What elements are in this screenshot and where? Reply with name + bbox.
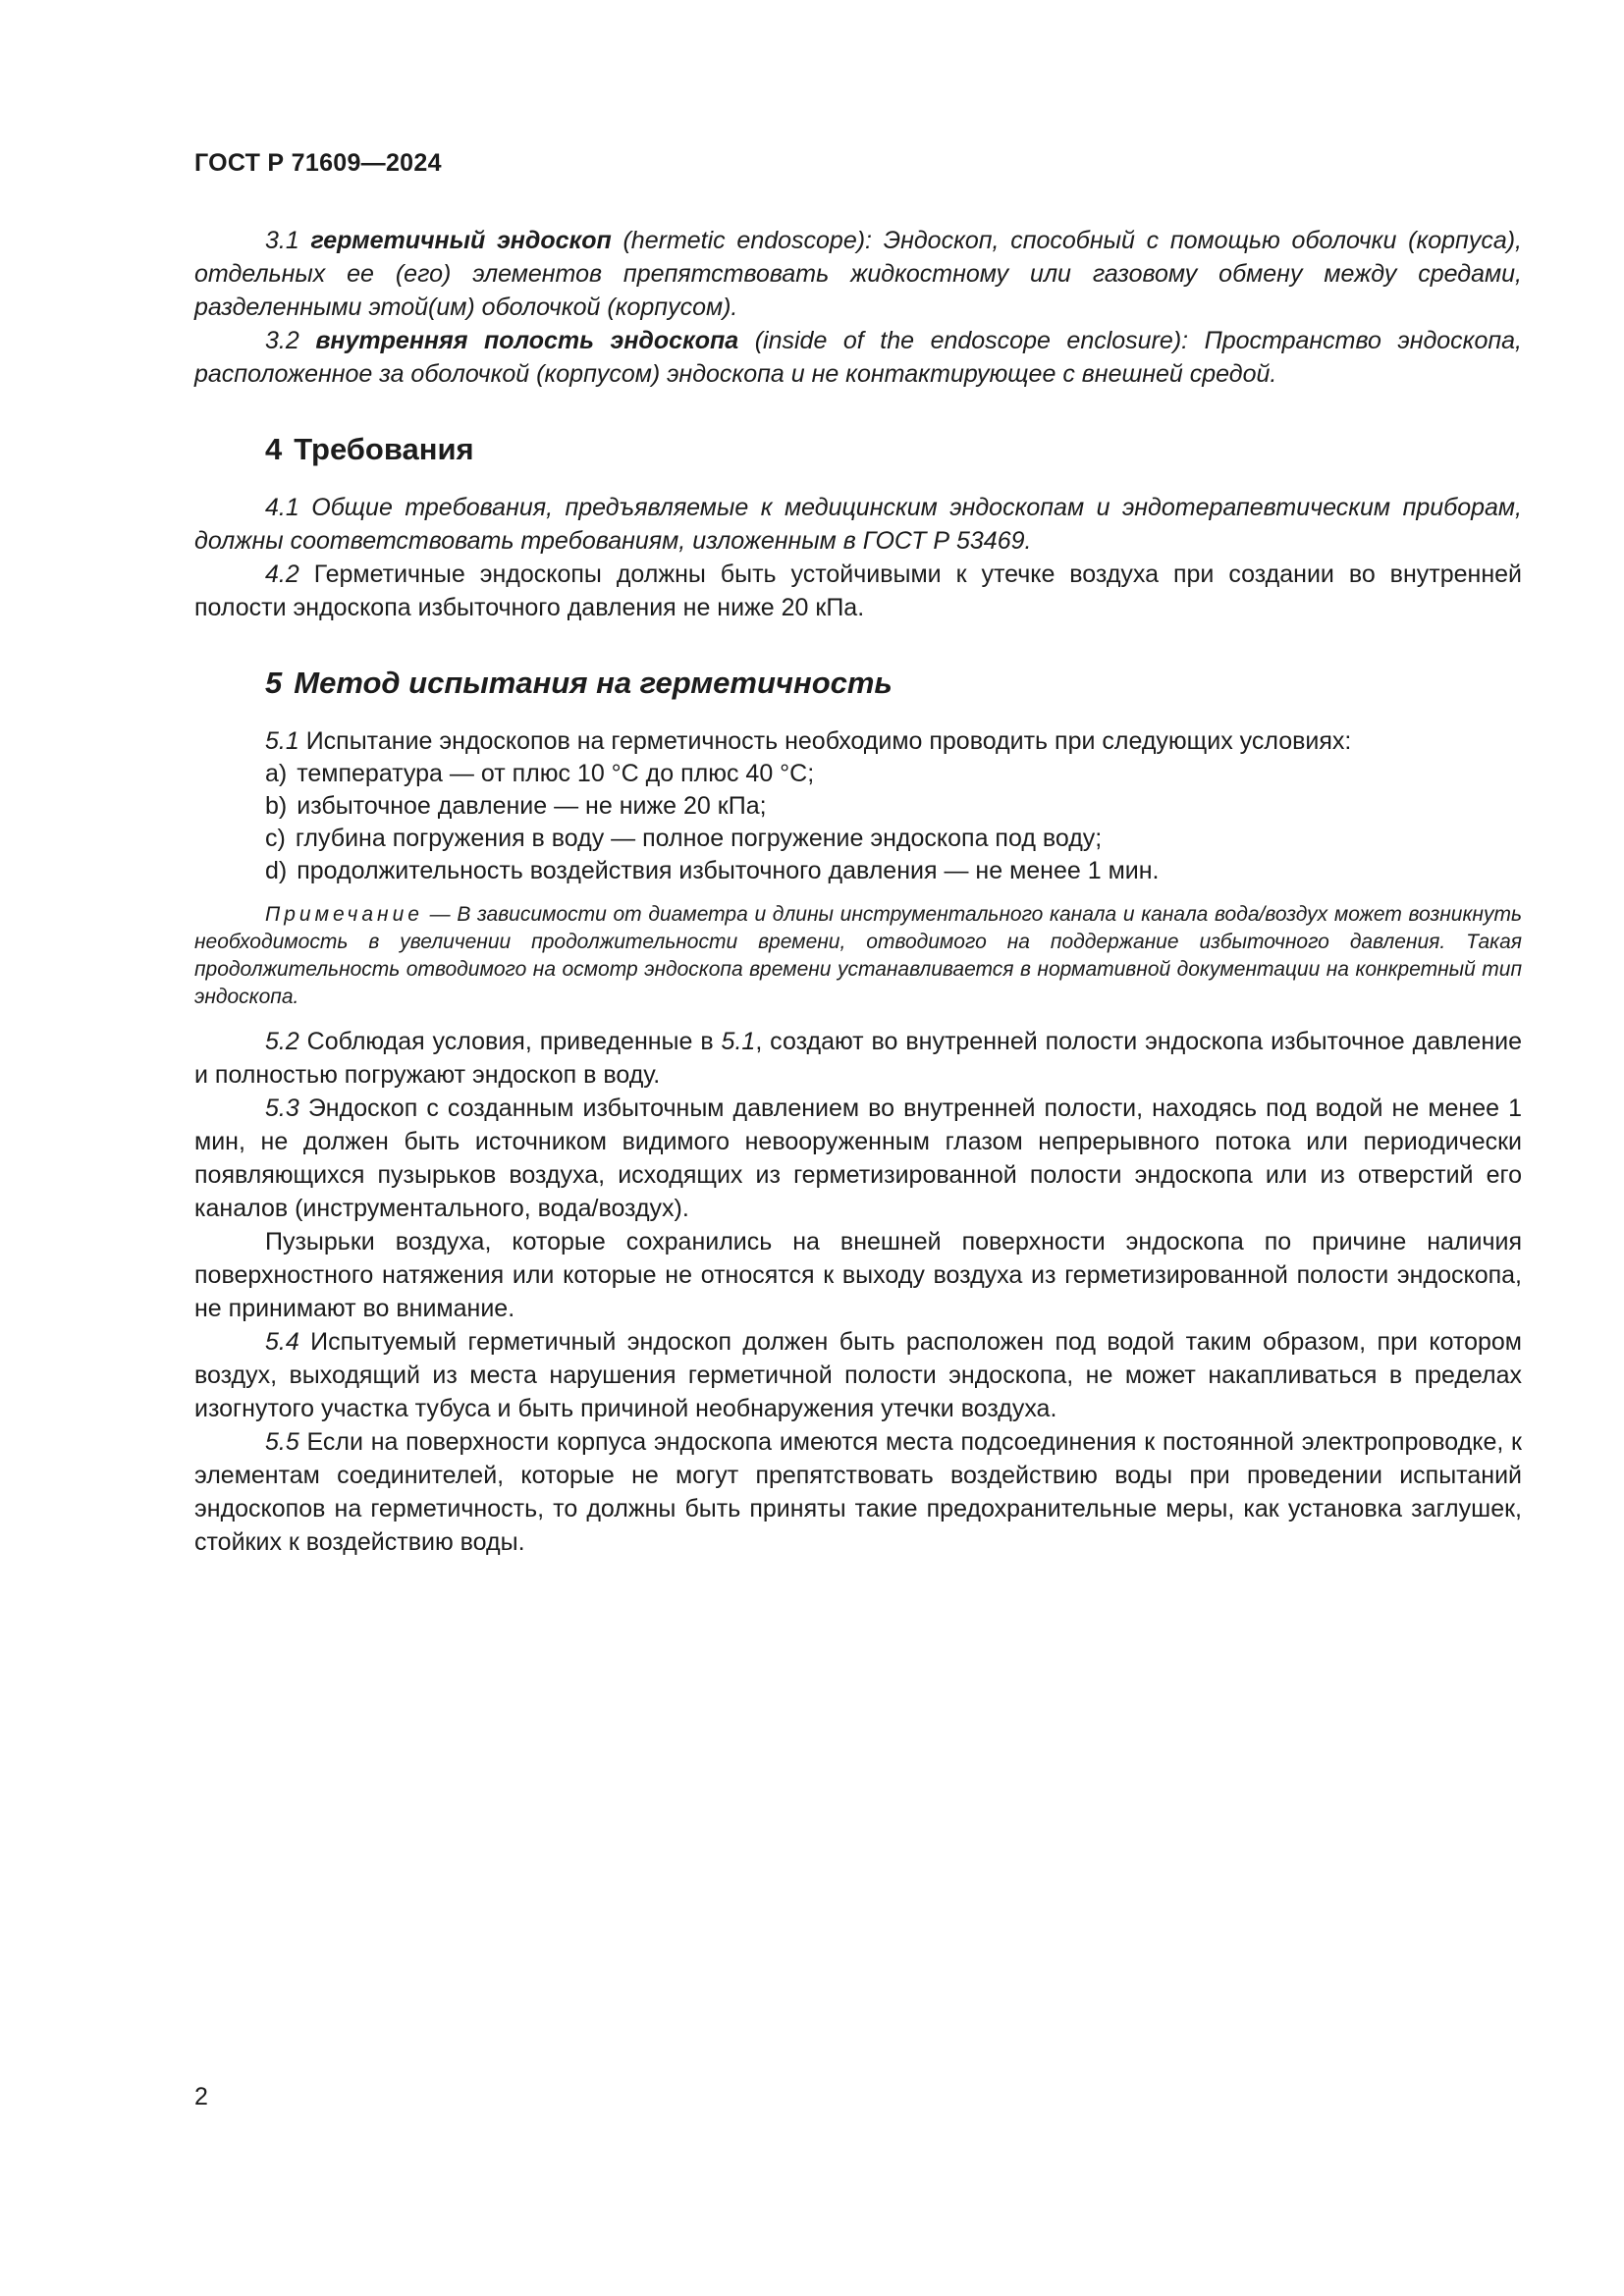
section-title: Требования — [294, 432, 474, 466]
clause-text: Герметичные эндоскопы должны быть устойчивыми к утечке воздуха при создании во внутренней полости эндоскопа избыточного давления не ниже 20 кПа. — [194, 561, 1522, 621]
clause-4-2 — [194, 558, 1522, 624]
clause-text: Соблюдая условия, приведенные в — [298, 1028, 722, 1055]
clause-number: 5.2 — [265, 1028, 299, 1055]
document-body — [194, 224, 1522, 1559]
clause-number: 5.4 — [265, 1328, 299, 1356]
clause-number: 5.1 — [265, 727, 299, 755]
definition-3-2 — [194, 324, 1522, 391]
clause-number: 3.2 — [265, 327, 299, 354]
clause-number: 4.2 — [265, 561, 299, 588]
clause-5-5 — [194, 1425, 1522, 1559]
cross-reference: 5.1 — [721, 1028, 756, 1055]
page-number: 2 — [194, 2083, 208, 2110]
definition-text: (hermetic endoscope): Эндоскоп, способный с помощью оболочки (корпуса), отдельных ее (его) элементов препятствовать жидкостному или газовому обмену между средами, разделенными этой(им) оболочкой (корпусом). — [194, 227, 1522, 321]
term: герметичный эндоскоп — [310, 227, 612, 254]
clause-number: 3.1 — [265, 227, 299, 254]
list-marker: c) — [265, 825, 286, 852]
clause-text: Если на поверхности корпуса эндоскопа имеются места подсоединения к постоянной электропроводке, к элементам соединителей, которые не могут препятствовать воздействию воды при проведении испытаний эндоскопов на герметичность, то должны быть приняты такие предохранительные меры, как установка заглушек, стойких к воздействию воды. — [194, 1428, 1522, 1556]
list-item — [194, 823, 1522, 855]
section-title: Метод испытания на герметичность — [294, 666, 893, 700]
clause-5-4 — [194, 1325, 1522, 1425]
clause-5-2 — [194, 1025, 1522, 1092]
list-item — [194, 758, 1522, 790]
list-item — [194, 855, 1522, 887]
clause-text: Испытание эндоскопов на герметичность необходимо проводить при следующих условиях: — [298, 727, 1352, 755]
document-header: ГОСТ Р 71609—2024 — [194, 149, 442, 177]
list-text: продолжительность воздействия избыточного давления — не менее 1 мин. — [297, 857, 1160, 884]
list-text: избыточное давление — не ниже 20 кПа; — [297, 792, 767, 820]
clause-number: 4.1 — [265, 494, 299, 521]
list-item — [194, 790, 1522, 823]
list-text: глубина погружения в воду — полное погружение эндоскопа под воду; — [295, 825, 1103, 852]
term: внутренняя полость эндоскопа — [315, 327, 739, 354]
clause-5-3-paragraph: Пузырьки воздуха, которые сохранились на внешней поверхности эндоскопа по причине наличия поверхностного натяжения или которые не относятся к выходу воздуха из герметизированной полости эндоскопа, не принимают во внимание. — [194, 1228, 1522, 1322]
list-text: температура — от плюс 10 °С до плюс 40 °С; — [297, 760, 815, 787]
list-marker: a) — [265, 760, 288, 787]
section-4-heading — [194, 430, 1522, 469]
section-5-heading — [194, 664, 1522, 703]
section-number: 5 — [265, 666, 283, 700]
clause-5-1 — [194, 724, 1522, 758]
section-number: 4 — [265, 432, 283, 466]
note-text: — В зависимости от диаметра и длины инструментального канала и канала вода/воздух может возникнуть необходимость в увеличении продолжительности времени, отводимого на поддержание избыточного давления. Такая продолжительность отводимого на осмотр эндоскопа времени устанавливается в нормативной документации на конкретный тип эндоскопа. — [194, 903, 1522, 1008]
clause-5-3 — [194, 1092, 1522, 1225]
clause-text: Общие требования, предъявляемые к медицинским эндоскопам и эндотерапевтическим приборам, должны соответствовать требованиям, изложенным в ГОСТ Р 53469. — [194, 494, 1522, 555]
note — [194, 901, 1522, 1011]
clause-text: Испытуемый герметичный эндоскоп должен быть расположен под водой таким образом, при котором воздух, выходящий из места нарушения герметичной полости эндоскопа, не может накапливаться в пределах изогнутого участка тубуса и быть причиной необнаружения утечки воздуха. — [194, 1328, 1522, 1422]
list-marker: b) — [265, 792, 288, 820]
note-label: Примечание — [265, 903, 423, 926]
definition-3-1 — [194, 224, 1522, 324]
clause-number: 5.3 — [265, 1095, 299, 1122]
clause-number: 5.5 — [265, 1428, 299, 1456]
definition-text: (inside of the endoscope enclosure): Пространство эндоскопа, расположенное за оболочкой (корпусом) эндоскопа и не контактирующее с внешней средой. — [194, 327, 1523, 388]
clause-text: , создают во внутренней полости эндоскопа избыточное давление и полностью погружают эндоскоп в воду. — [194, 1028, 1522, 1089]
clause-text: Эндоскоп с созданным избыточным давлением во внутренней полости, находясь под водой не менее 1 мин, не должен быть источником видимого невооруженным глазом непрерывного потока или периодически появляющихся пузырьков воздуха, исходящих из герметизированной полости эндоскопа или из отверстий его каналов (инструментального, вода/воздух). — [194, 1095, 1522, 1222]
clause-4-1 — [194, 491, 1522, 558]
list-marker: d) — [265, 857, 288, 884]
